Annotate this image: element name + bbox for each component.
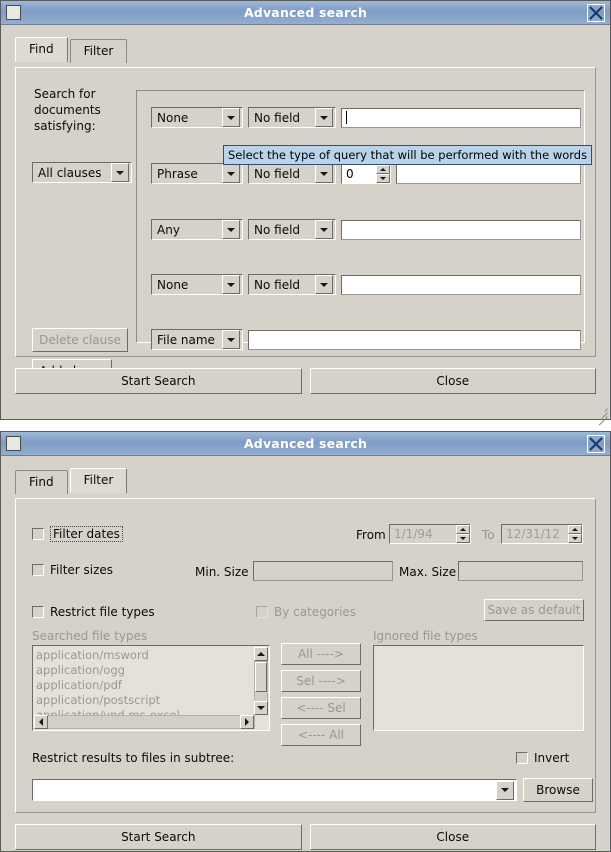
- list-item[interactable]: application/msword: [36, 648, 149, 662]
- list-horizontal-scrollbar[interactable]: [34, 715, 255, 729]
- clause-row-1: [151, 107, 581, 128]
- from-date-spinner[interactable]: [389, 524, 471, 544]
- tab-find[interactable]: Find: [15, 37, 68, 62]
- to-date-value: 12/31/12: [506, 527, 560, 541]
- window-icon: [6, 436, 21, 451]
- searched-file-types-label: Searched file types: [32, 629, 148, 643]
- clause-type-value-2: Phrase: [157, 166, 198, 181]
- chevron-down-icon: [222, 220, 240, 239]
- by-categories-checkbox[interactable]: [256, 605, 356, 619]
- tab-filter[interactable]: Filter: [70, 468, 128, 493]
- search-for-label: Search for documents satisfying:: [34, 87, 101, 133]
- clause-field-combo-2[interactable]: [248, 163, 336, 184]
- remove-all-button[interactable]: <---- All: [281, 724, 361, 746]
- scroll-left-icon[interactable]: [34, 715, 48, 729]
- clause-type-combo-3[interactable]: [151, 219, 243, 240]
- find-footer: [15, 368, 596, 394]
- clause-type-value-4: None: [157, 277, 189, 292]
- add-selected-button[interactable]: Sel ---->: [281, 670, 361, 692]
- chevron-down-icon: [315, 275, 333, 294]
- close-button[interactable]: Close: [310, 824, 597, 850]
- text-caret: [346, 111, 347, 124]
- by-categories-label: By categories: [274, 605, 357, 619]
- filter-dates-checkbox[interactable]: [32, 526, 123, 542]
- clause-field-value-4: No field: [254, 277, 301, 292]
- chevron-down-icon: [222, 330, 240, 349]
- close-button[interactable]: Close: [310, 368, 597, 394]
- filter-tab-panel: [15, 498, 596, 813]
- subtree-label: Restrict results to files in subtree:: [32, 751, 235, 765]
- ignored-file-types-list[interactable]: [373, 645, 584, 731]
- scroll-up-icon[interactable]: [254, 647, 268, 661]
- clause-value-input-4[interactable]: [341, 275, 581, 295]
- invert-checkbox[interactable]: [516, 751, 569, 765]
- invert-label: Invert: [534, 751, 570, 765]
- clause-field-value-3: No field: [254, 222, 301, 237]
- clause-value-input-5[interactable]: [248, 330, 581, 350]
- window-icon: [6, 5, 21, 20]
- filter-dates-label: Filter dates: [50, 526, 123, 542]
- from-label: From: [356, 528, 386, 542]
- min-size-input[interactable]: [253, 561, 393, 581]
- clause-type-combo-1[interactable]: [151, 107, 243, 128]
- window-title: Advanced search: [243, 436, 368, 451]
- start-search-button[interactable]: Start Search: [15, 824, 302, 850]
- checkbox-box: [516, 752, 528, 764]
- clause-field-value-2: No field: [254, 166, 301, 181]
- clause-field-value-1: No field: [254, 110, 301, 125]
- scroll-down-icon[interactable]: [254, 701, 268, 715]
- list-vertical-scrollbar[interactable]: [254, 661, 268, 702]
- clause-type-value-1: None: [157, 110, 189, 125]
- chevron-down-icon: [315, 164, 333, 183]
- list-item[interactable]: application/pdf: [36, 678, 122, 692]
- chevron-down-icon[interactable]: [496, 781, 514, 800]
- spinner-down-icon[interactable]: [456, 534, 470, 543]
- remove-selected-button[interactable]: <---- Sel: [281, 697, 361, 719]
- clauses-combo-value: All clauses: [38, 165, 102, 180]
- chevron-down-icon: [222, 164, 240, 183]
- max-size-input[interactable]: [458, 561, 583, 581]
- tabstrip-filter: [15, 468, 129, 493]
- chevron-down-icon: [111, 163, 129, 182]
- clause-row-5: [151, 329, 581, 350]
- clause-row-3: [151, 219, 581, 240]
- to-label: To: [482, 528, 495, 542]
- scrollbar-thumb[interactable]: [255, 662, 267, 692]
- spinner-buttons[interactable]: [376, 165, 390, 183]
- min-size-label: Min. Size: [195, 565, 249, 579]
- chevron-down-icon: [315, 108, 333, 127]
- clause-value-input-1[interactable]: [341, 108, 581, 128]
- clause-type-value-5: File name: [157, 332, 215, 347]
- clause-field-combo-1[interactable]: [248, 107, 336, 128]
- ignored-file-types-label: Ignored file types: [373, 629, 478, 643]
- filter-client-area: [1, 456, 610, 851]
- list-item[interactable]: application/ogg: [36, 663, 125, 677]
- ignored-file-types-items: [374, 646, 583, 650]
- window-title: Advanced search: [243, 5, 368, 20]
- searched-file-types-list[interactable]: [32, 645, 270, 731]
- spinner-up-icon[interactable]: [568, 525, 582, 534]
- max-size-label: Max. Size: [399, 565, 457, 579]
- chevron-down-icon: [315, 220, 333, 239]
- searched-file-types-items: [33, 646, 269, 725]
- clause-value-input-3[interactable]: [341, 220, 581, 240]
- advanced-search-window-find: [0, 0, 611, 420]
- scroll-right-icon[interactable]: [240, 715, 254, 729]
- restrict-file-types-label: Restrict file types: [50, 605, 155, 619]
- spinner-up-icon[interactable]: [376, 165, 390, 174]
- restrict-file-types-checkbox[interactable]: [32, 605, 155, 619]
- clause-row-4: [151, 274, 581, 295]
- subtree-path-combo[interactable]: [32, 779, 517, 801]
- proximity-value: 0: [346, 166, 354, 181]
- filter-footer: [15, 824, 596, 850]
- tabstrip-find: [15, 37, 129, 62]
- clause-field-combo-4[interactable]: [248, 274, 336, 295]
- checkbox-box: [32, 528, 44, 540]
- filter-sizes-label: Filter sizes: [50, 563, 114, 577]
- advanced-search-window-filter: [0, 431, 611, 852]
- find-client-area: [1, 25, 610, 419]
- from-date-value: 1/1/94: [394, 527, 433, 541]
- checkbox-box: [32, 606, 44, 618]
- save-as-default-button[interactable]: Save as default: [484, 599, 584, 621]
- titlebar-find[interactable]: [1, 1, 610, 25]
- clause-field-combo-3[interactable]: [248, 219, 336, 240]
- spinner-up-icon[interactable]: [456, 525, 470, 534]
- chevron-down-icon: [222, 108, 240, 127]
- clause-row-2: [151, 163, 581, 184]
- clause-type-combo-2[interactable]: [151, 163, 243, 184]
- resize-grip[interactable]: [594, 403, 608, 417]
- find-tab-panel: [15, 67, 596, 357]
- titlebar-filter[interactable]: [1, 432, 610, 456]
- tab-find[interactable]: Find: [15, 470, 68, 494]
- close-icon[interactable]: [587, 435, 605, 453]
- clause-type-value-3: Any: [157, 222, 180, 237]
- spinner-down-icon[interactable]: [376, 174, 390, 183]
- checkbox-box: [32, 564, 44, 576]
- proximity-spinner[interactable]: [341, 164, 391, 184]
- query-type-tooltip: Select the type of query that will be performed with the words: [223, 145, 592, 165]
- chevron-down-icon: [222, 275, 240, 294]
- spinner-down-icon[interactable]: [568, 534, 582, 543]
- browse-button[interactable]: Browse: [523, 778, 593, 802]
- spinner-buttons[interactable]: [568, 525, 582, 543]
- close-icon[interactable]: [587, 4, 605, 22]
- clause-value-input-2[interactable]: [396, 164, 581, 184]
- delete-clause-button[interactable]: Delete clause: [32, 328, 128, 352]
- tab-filter[interactable]: Filter: [70, 39, 128, 63]
- to-date-spinner[interactable]: [501, 524, 583, 544]
- add-all-button[interactable]: All ---->: [281, 643, 361, 665]
- clause-type-combo-4[interactable]: [151, 274, 243, 295]
- list-item[interactable]: application/postscript: [36, 693, 161, 707]
- clause-type-combo-5[interactable]: [151, 329, 243, 350]
- filter-sizes-checkbox[interactable]: [32, 563, 113, 577]
- start-search-button[interactable]: Start Search: [15, 368, 302, 394]
- checkbox-box: [256, 606, 268, 618]
- clauses-combo[interactable]: [32, 162, 132, 183]
- spinner-buttons[interactable]: [456, 525, 470, 543]
